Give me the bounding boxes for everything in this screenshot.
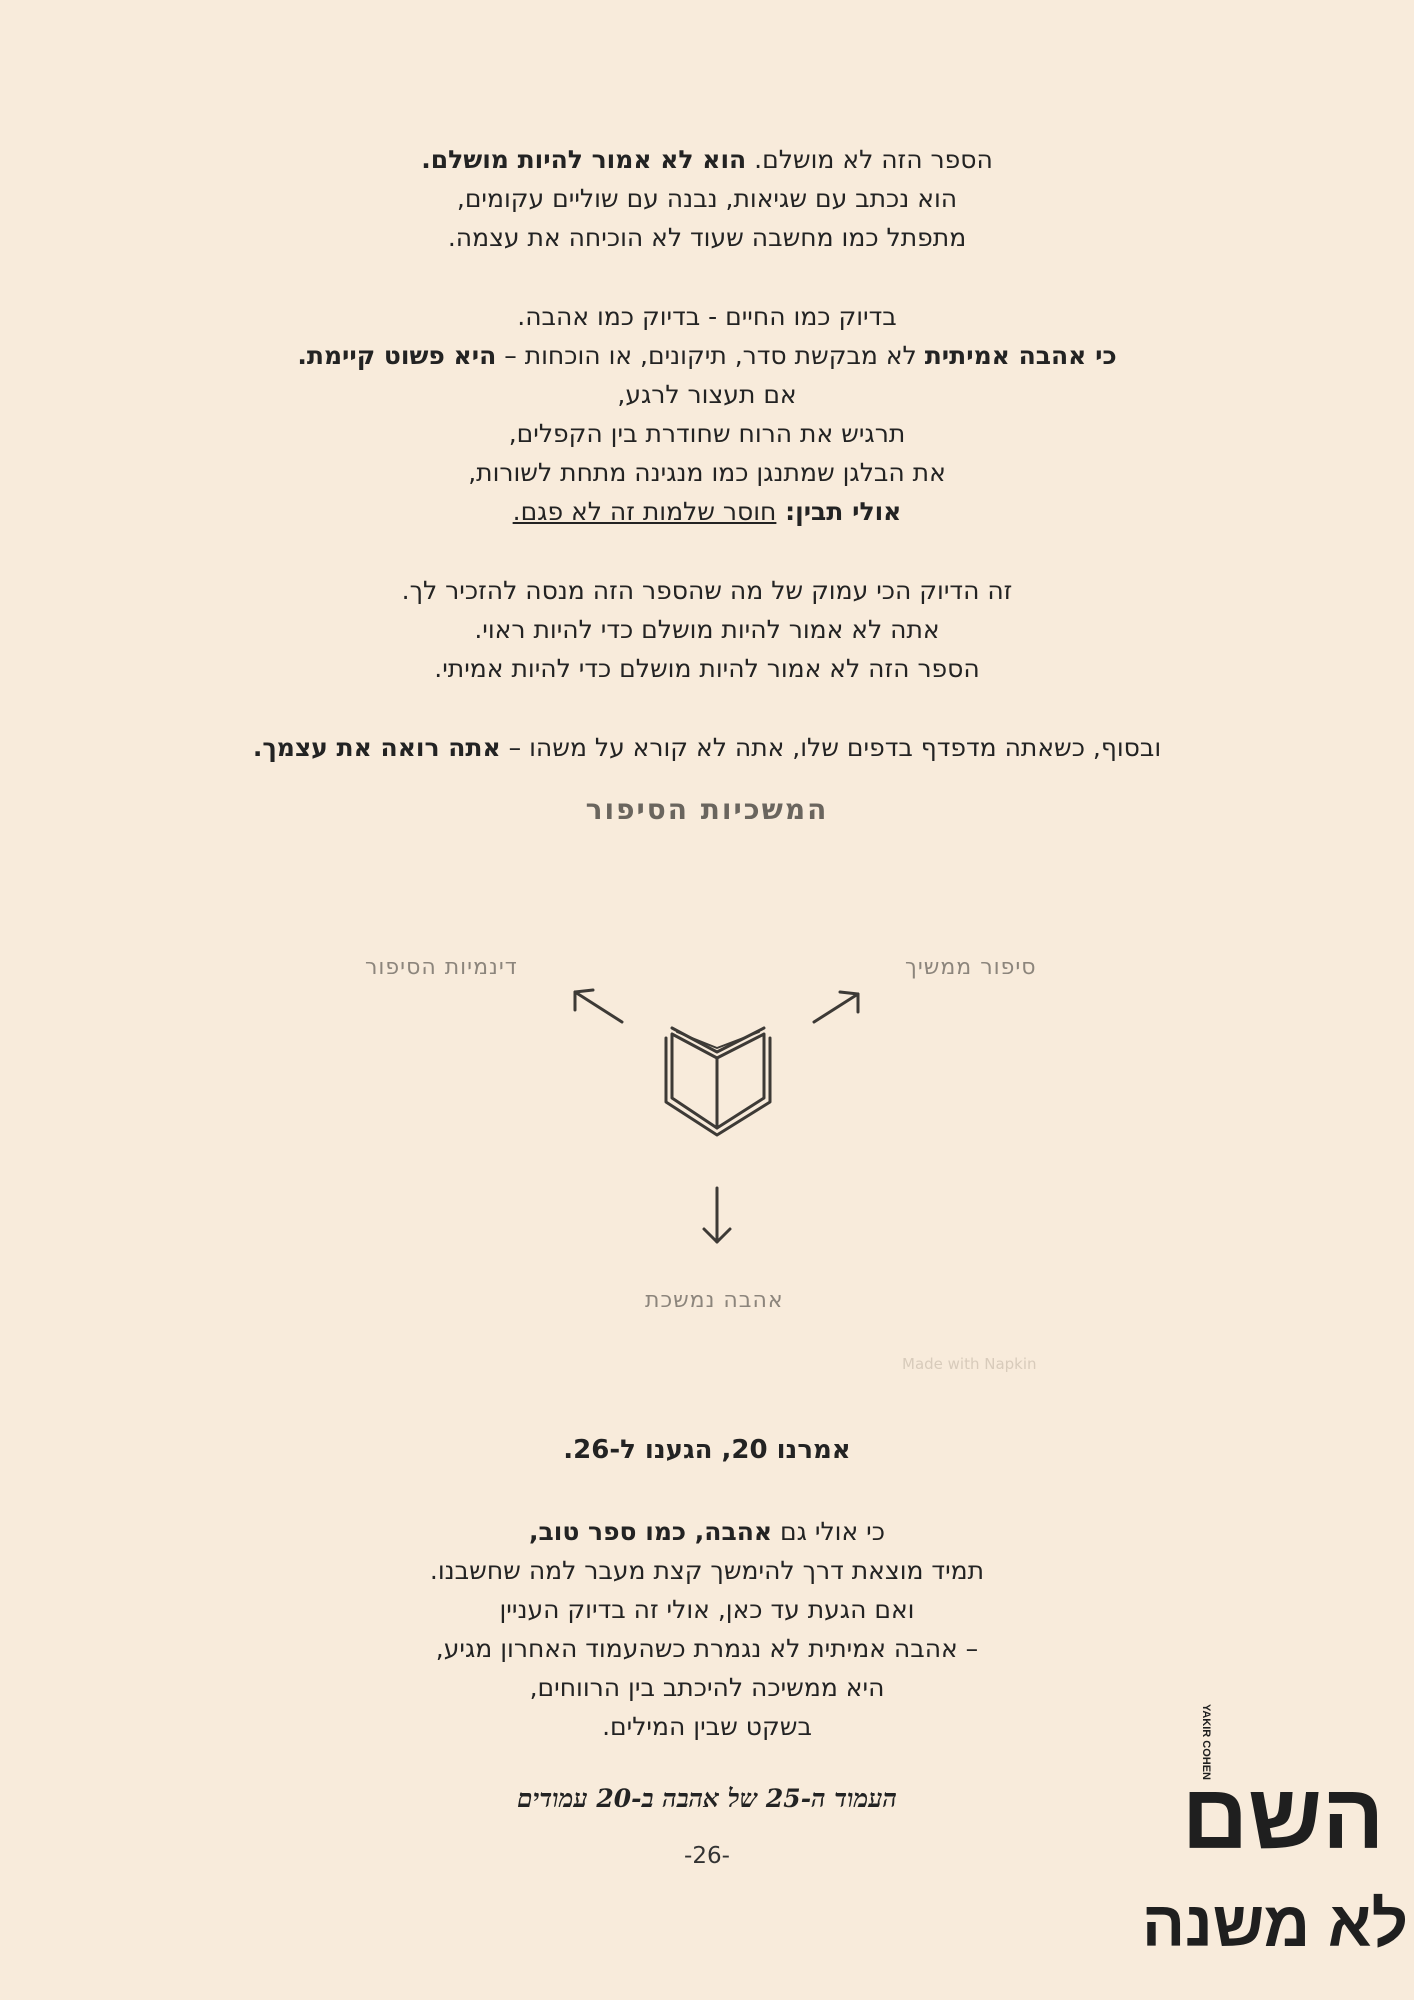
love-line-6-bold: אולי תבין: [776, 497, 902, 526]
diagram-title: המשכיות הסיפור [585, 793, 829, 826]
summary-line-4: – אהבה אמיתית לא נגמרת כשהעמוד האחרון מגיע, [435, 1634, 979, 1663]
arrow-down-icon [704, 1188, 730, 1242]
intro-line-1 [0, 140, 1414, 179]
intro-line-2: הוא נכתב עם שגיאות, נבנה עם שוליים עקומים, [456, 184, 958, 213]
love-line-2 [0, 336, 1414, 375]
finale-line-bold: אתה רואה את עצמך. [252, 733, 501, 762]
summary-line-2: תמיד מוצאת דרך להימשך קצת מעבר למה שחשבנו. [429, 1556, 985, 1585]
logo-title-line-1: השם [1181, 1766, 1385, 1868]
summary-heading: אמרנו 20, הגענו ל-26. [563, 1435, 851, 1465]
intro-paragraph [0, 140, 1414, 257]
truth-line-3: הספר הזה לא אמור להיות מושלם כדי להיות אמיתי. [434, 654, 980, 683]
arrow-up-left-icon [575, 990, 622, 1022]
finale-paragraph [0, 728, 1414, 767]
diagram-graphic [540, 970, 880, 1250]
love-line-6-underlined: חוסר שלמות זה לא פגם. [512, 497, 777, 526]
handwritten-signature-line: העמוד ה-25 של אהבה ב-20 עמודים [517, 1784, 897, 1813]
intro-line-1-bold: הוא לא אמור להיות מושלם. [421, 145, 747, 174]
logo-author-name: YAKIR COHEN [1200, 1704, 1212, 1780]
intro-line-1-plain: הספר הזה לא מושלם. [746, 145, 993, 174]
summary-line-1 [0, 1512, 1414, 1551]
intro-line-3: מתפתל כמו מחשבה שעוד לא הוכיחה את עצמה. [447, 223, 967, 252]
arrow-up-right-icon [814, 992, 858, 1022]
summary-line-3: ואם הגעת עד כאן, אולי זה בדיוק העניין [499, 1595, 915, 1624]
finale-line-plain: ובסוף, כשאתה מדפדף בדפים שלו, אתה לא קורא על משהו – [500, 733, 1162, 762]
book-logo [1141, 1704, 1409, 1960]
logo-title-line-2: לא משנה [1141, 1888, 1409, 1960]
summary-line-5: היא ממשיכה להיכתב בין הרווחים, [529, 1673, 885, 1702]
diagram-label-story-dynamics: דינמיות הסיפור [365, 955, 518, 980]
summary-line-6: בשקט שבין המילים. [602, 1712, 812, 1741]
open-book-icon [666, 1028, 770, 1135]
love-line-2-bold-end: היא פשוט קיימת. [297, 341, 497, 370]
truth-line-2: אתה לא אמור להיות מושלם כדי להיות ראוי. [474, 615, 940, 644]
summary-line-1-plain: כי אולי גם [772, 1517, 885, 1546]
love-line-3: אם תעצור לרגע, [617, 380, 797, 409]
napkin-watermark: Made with Napkin [902, 1355, 1037, 1373]
finale-line [0, 728, 1414, 767]
truth-paragraph [0, 571, 1414, 688]
page-number: -26- [684, 1843, 730, 1869]
summary-line-1-bold: אהבה, כמו ספר טוב, [529, 1517, 773, 1546]
love-line-6 [0, 492, 1414, 531]
love-line-2-bold-start: כי אהבה אמיתית [924, 341, 1117, 370]
diagram-label-love-continues: אהבה נמשכת [645, 1288, 784, 1313]
love-line-1: בדיוק כמו החיים - בדיוק כמו אהבה. [517, 302, 897, 331]
love-line-4: תרגיש את הרוח שחודרת בין הקפלים, [508, 419, 906, 448]
diagram-label-story-continues: סיפור ממשיך [905, 955, 1037, 980]
love-line-2-plain: לא מבקשת סדר, תיקונים, או הוכחות – [496, 341, 925, 370]
truth-line-1: זה הדיוק הכי עמוק של מה שהספר הזה מנסה להזכיר לך. [401, 576, 1013, 605]
love-line-5: את הבלגן שמתנגן כמו מנגינה מתחת לשורות, [468, 458, 946, 487]
love-paragraph [0, 297, 1414, 531]
